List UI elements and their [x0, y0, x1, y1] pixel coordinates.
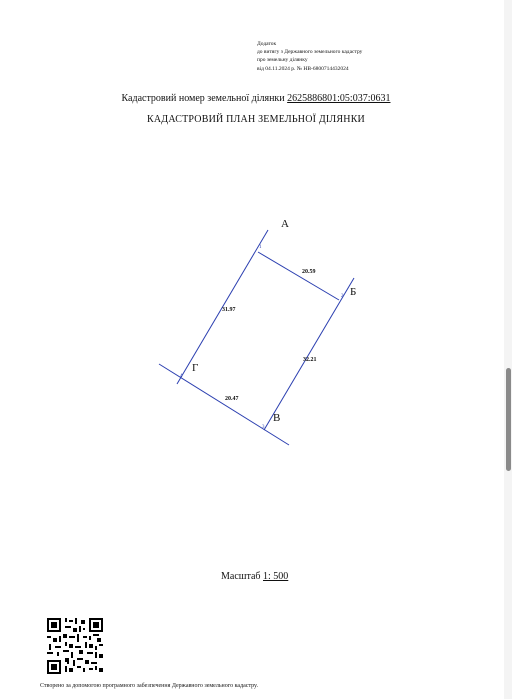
side-length-bv: 32.21 [303, 357, 317, 363]
cadastral-number: 2625886801:05:037:0631 [287, 93, 391, 104]
scale-line [221, 571, 288, 582]
annex-line-1: Додаток [257, 41, 277, 47]
annex-line-4: від 04.11.2024 р. № НВ-6800714432024 [257, 65, 349, 72]
annex-line-2: до витягу з Державного земельного кадастру [257, 49, 363, 56]
vertex-number-3: 3 [262, 425, 265, 430]
scale-label: Масштаб [221, 571, 261, 582]
side-length-vg: 20.47 [225, 396, 239, 402]
scale-value: 1: 500 [263, 571, 289, 582]
cadastral-label: Кадастровий номер земельної ділянки [121, 93, 285, 104]
side-line-g-v [159, 364, 289, 445]
vertex-label-b: Б [350, 286, 357, 298]
side-line-a-b [258, 252, 339, 300]
plan-title: КАДАСТРОВИЙ ПЛАН ЗЕМЕЛЬНОЇ ДІЛЯНКИ [147, 114, 365, 125]
vertex-label-a: А [281, 218, 289, 230]
side-length-ab: 20.59 [302, 269, 316, 275]
side-length-ga: 31.97 [222, 307, 236, 313]
vertex-label-g: Г [192, 362, 199, 374]
qr-code [47, 618, 103, 674]
footer-note: Створено за допомогою програмного забезпечення Державного земельного кадастру. [40, 683, 258, 689]
vertex-label-v: В [273, 412, 281, 424]
vertex-number-4: 4 [180, 374, 183, 379]
annex-line-3: про земельну ділянку [257, 57, 308, 64]
vertex-number-1: 1 [259, 245, 262, 250]
vertex-number-2: 2 [341, 294, 344, 299]
side-line-b-v [264, 278, 357, 430]
